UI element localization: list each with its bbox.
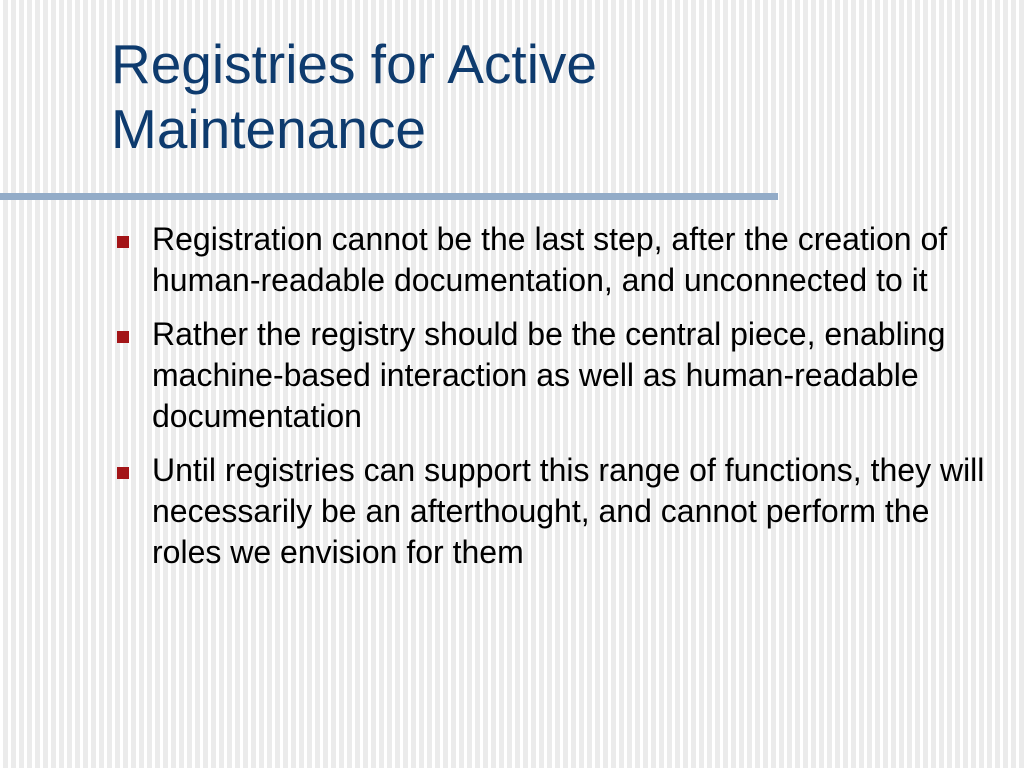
bullet-item [112,314,992,437]
square-bullet-icon [117,331,129,343]
square-bullet-icon [117,467,129,479]
bullet-list [112,219,992,586]
bullet-item [112,219,992,301]
slide-title-line-1: Registries for Active [111,33,598,95]
slide-title-line-2: Maintenance [111,98,426,160]
title-divider [0,193,778,200]
square-bullet-icon [117,236,129,248]
bullet-text: Registration cannot be the last step, after the creation of human-readable documentation, and unconnected to it [152,221,948,298]
bullet-text: Until registries can support this range of functions, they will necessarily be an afterthought, and cannot perform the roles we envision for them [152,452,985,570]
bullet-text: Rather the registry should be the central piece, enabling machine-based interaction as well as human-readable documentation [152,316,946,434]
bullet-item [112,450,992,573]
slide-title [111,32,991,162]
